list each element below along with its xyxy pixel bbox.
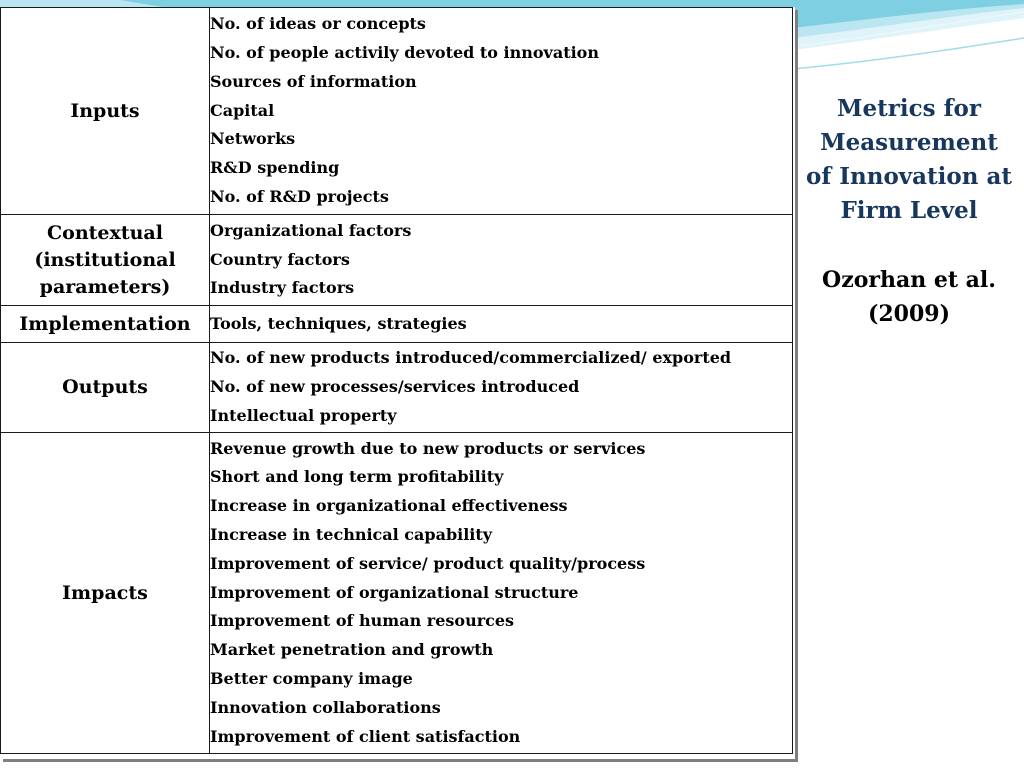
list-item: Sources of information <box>210 71 417 91</box>
table-row <box>1 215 793 306</box>
list-item: Increase in organizational effectiveness <box>210 496 568 516</box>
category-cell: Inputs <box>1 8 210 215</box>
item-list <box>210 310 792 339</box>
category-cell: Implementation <box>1 306 210 343</box>
list-item: Networks <box>210 129 296 149</box>
author-citation: Ozorhan et al. (2009) <box>822 267 996 327</box>
list-item: Revenue growth due to new products or services <box>210 438 646 458</box>
metrics-table-container <box>0 7 795 759</box>
list-item: No. of people activily devoted to innovation <box>210 43 599 62</box>
list-item: No. of ideas or concepts <box>210 14 426 34</box>
item-list <box>210 344 792 430</box>
list-item: Industry factors <box>210 278 355 298</box>
list-item: Organizational factors <box>210 220 412 240</box>
list-item: Innovation collaborations <box>210 697 441 717</box>
list-item: Market penetration and growth <box>210 640 494 660</box>
item-list <box>210 435 792 752</box>
items-cell <box>210 8 793 215</box>
table-row <box>1 306 793 343</box>
list-item: R&D spending <box>210 158 340 178</box>
item-list <box>210 217 792 303</box>
items-cell <box>210 306 793 343</box>
list-item: Short and long term profitability <box>210 467 504 487</box>
list-item: Intellectual property <box>210 405 397 425</box>
table-row <box>1 343 793 433</box>
list-item: Improvement of client satisfaction <box>210 726 521 746</box>
category-cell: Contextual (institutional parameters) <box>1 215 210 306</box>
list-item: Increase in technical capability <box>210 525 493 544</box>
list-item: Improvement of organizational structure <box>210 582 579 602</box>
list-item: No. of new products introduced/commercialized/ exported <box>210 348 732 368</box>
list-item: No. of new processes/services introduced <box>210 377 580 397</box>
list-item: Improvement of human resources <box>210 611 515 631</box>
item-list <box>210 10 792 212</box>
list-item: Country factors <box>210 249 350 269</box>
category-cell: Impacts <box>1 433 210 754</box>
category-cell: Outputs <box>1 343 210 433</box>
items-cell <box>210 215 793 306</box>
slide-title: Metrics for Measurement of Innovation at Firm Level <box>806 95 1013 224</box>
metrics-table <box>0 7 793 754</box>
table-row <box>1 433 793 754</box>
list-item: No. of R&D projects <box>210 186 389 206</box>
list-item: Better company image <box>210 668 413 688</box>
table-row <box>1 8 793 215</box>
list-item: Capital <box>210 100 275 120</box>
items-cell <box>210 343 793 433</box>
list-item: Tools, techniques, strategies <box>210 313 467 333</box>
items-cell <box>210 433 793 754</box>
list-item: Improvement of service/ product quality/process <box>210 553 646 573</box>
